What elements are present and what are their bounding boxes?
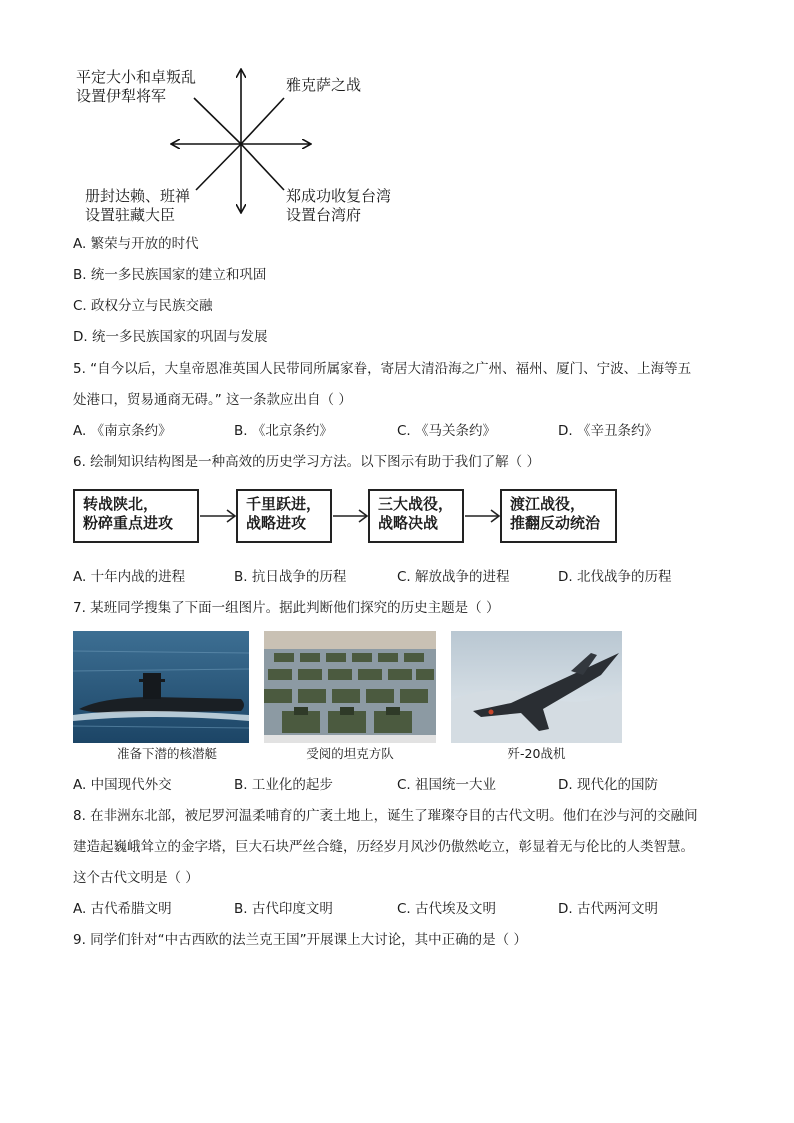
q5-stem-line1: 5. “自今以后，大皇帝恩准英国人民带同所属家眷，寄居大清沿海之广州、福州、厦门、宁波、上海等五	[73, 361, 692, 377]
submarine-photo	[73, 631, 249, 743]
flow-arrows	[199, 506, 504, 526]
q5-stem-line2: 处港口，贸易通商无碍。” 这一条款应出自（ ）	[73, 392, 352, 408]
q8-option-b: B. 古代印度文明	[234, 901, 333, 917]
q7-option-d: D. 现代化的国防	[558, 777, 658, 793]
q5-option-c: C. 《马关条约》	[397, 423, 497, 439]
q8-option-c: C. 古代埃及文明	[397, 901, 497, 917]
fighter-jet-photo	[451, 631, 622, 743]
q6-stem: 6. 绘制知识结构图是一种高效的历史学习方法。以下图示有助于我们了解（ ）	[73, 454, 540, 470]
q7-option-c: C. 祖国统一大业	[397, 777, 497, 793]
q7-stem: 7. 某班同学搜集了下面一组图片。据此判断他们探究的历史主题是（ ）	[73, 600, 500, 616]
diagram-label-top-left: 平定大小和卓叛乱 设置伊犁将军	[76, 68, 197, 105]
q7-option-a: A. 中国现代外交	[73, 777, 172, 793]
flow-box-1: 转战陕北， 粉碎重点进攻	[73, 489, 199, 543]
photo-caption-jet: 歼-20战机	[507, 746, 566, 761]
q9-stem: 9. 同学们针对“中古西欧的法兰克王国”开展课上大讨论，其中正确的是（ ）	[73, 932, 527, 948]
diagram-label-bottom-right: 郑成功收复台湾 设置台湾府	[286, 187, 392, 224]
q5-option-d: D. 《辛丑条约》	[558, 423, 658, 439]
photo-caption-tanks: 受阅的坦克方队	[306, 746, 394, 761]
q8-stem-line1: 8. 在非洲东北部，被尼罗河温柔哺育的广袤土地上，诞生了璀璨夺目的古代文明。他们在沙与河的交融间	[73, 808, 698, 824]
q4-option-b: B. 统一多民族国家的建立和巩固	[73, 267, 267, 283]
q6-option-a: A. 十年内战的进程	[73, 569, 186, 585]
q4-option-c: C. 政权分立与民族交融	[73, 298, 213, 314]
q4-option-a: A. 繁荣与开放的时代	[73, 236, 199, 252]
flow-box-3: 三大战役， 战略决战	[368, 489, 464, 543]
q6-option-d: D. 北伐战争的历程	[558, 569, 672, 585]
q6-option-b: B. 抗日战争的历程	[234, 569, 347, 585]
diagram-label-bottom-left: 册封达赖、班禅 设置驻藏大臣	[85, 187, 191, 224]
q5-option-a: A. 《南京条约》	[73, 423, 172, 439]
q5-option-b: B. 《北京条约》	[234, 423, 333, 439]
q8-stem-line3: 这个古代文明是（ ）	[73, 870, 199, 886]
q8-stem-line2: 建造起巍峨耸立的金字塔，巨大石块严丝合缝，历经岁月风沙仍傲然屹立，彰显着无与伦比的人类智慧。	[73, 839, 694, 855]
q4-option-d: D. 统一多民族国家的巩固与发展	[73, 329, 268, 345]
tank-parade-photo	[264, 631, 436, 743]
q8-option-a: A. 古代希腊文明	[73, 901, 172, 917]
diagram-label-top-right: 雅克萨之战	[286, 76, 362, 94]
q8-option-d: D. 古代两河文明	[558, 901, 658, 917]
photo-caption-submarine: 准备下潜的核潜艇	[116, 746, 217, 761]
q7-option-b: B. 工业化的起步	[234, 777, 333, 793]
q6-option-c: C. 解放战争的进程	[397, 569, 510, 585]
flow-box-4: 渡江战役， 推翻反动统治	[500, 489, 617, 543]
flow-box-2: 千里跃进， 战略进攻	[236, 489, 332, 543]
